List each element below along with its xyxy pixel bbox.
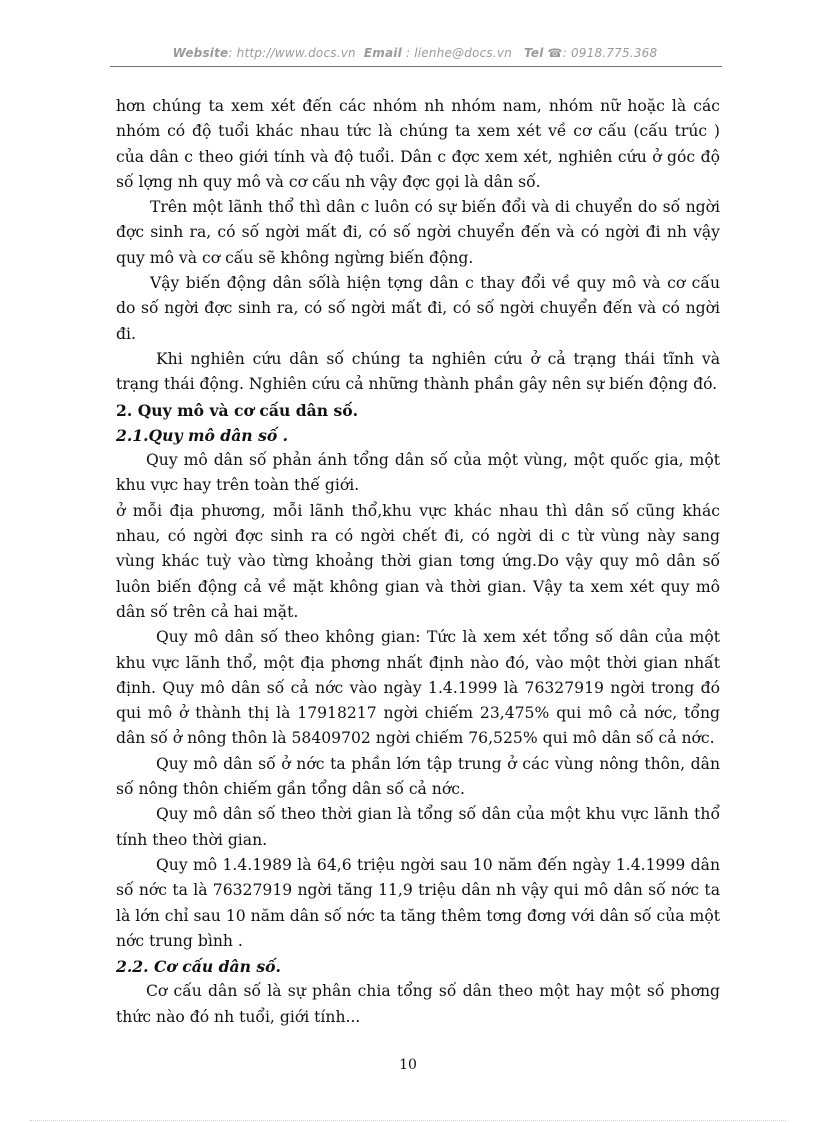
website-value: : http://www.docs.vn bbox=[228, 46, 356, 60]
header-rule bbox=[110, 66, 722, 67]
subsection-heading: 2.2. Cơ cấu dân số. bbox=[116, 957, 281, 977]
paragraph: Quy mô dân số theo thời gian là tổng số dân của một khu vực lãnh thổ tính theo thời gian. bbox=[116, 805, 720, 849]
email-label: Email bbox=[363, 46, 402, 60]
paragraph: Cơ cấu dân số là sự phân chia tổng số dân theo một hay một số phơng thức nào đó nh tuổi, giới tính... bbox=[116, 982, 720, 1026]
paragraph: ở mỗi địa phương, mỗi lãnh thổ,khu vực khác nhau thì dân số cũng khác nhau, có ngời đợc sinh ra có ngời chết đi, có ngời di c từ vùng này sang vùng khác tuỳ vào từng khoảng thời gian tơng ứng.Do vậy quy mô dân số luôn biến động cả về mặt không gian và thời gian. Vậy ta xem xét quy mô dân số trên cả hai mặt. bbox=[116, 501, 720, 621]
tel-value: ☎: 0918.775.368 bbox=[547, 46, 658, 60]
page-header bbox=[110, 46, 720, 60]
paragraph: Quy mô 1.4.1989 là 64,6 triệu ngời sau 10 năm đến ngày 1.4.1999 dân số nớc ta là 76327919 ngời tăng 11,9 triệu dân nh vậy qui mô dân số nớc ta là lớn chỉ sau 10 năm dân số nớc ta tăng thêm tơng đơng với dân số của một nớc trung bình . bbox=[116, 855, 720, 950]
paragraph: Quy mô dân số ở nớc ta phần lớn tập trung ở các vùng nông thôn, dân số nông thôn chiếm gần tổng dân số cả nớc. bbox=[116, 754, 720, 799]
website-label: Website bbox=[172, 46, 229, 60]
paragraph: hơn chúng ta xem xét đến các nhóm nh nhóm nam, nhóm nữ hoặc là các nhóm có độ tuổi khác nhau tức là chúng ta xem xét về cơ cấu (cấu trúc ) của dân c theo giới tính và độ tuổi. Dân c đợc xem xét, nghiên cứu ở góc độ số lợng nh quy mô và cơ cấu nh vậy đợc gọi là dân số. bbox=[116, 97, 720, 191]
subsection-heading: 2.1.Quy mô dân số . bbox=[116, 425, 289, 445]
paragraph: Vậy biến động dân sốlà hiện tợng dân c thay đổi về quy mô và cơ cấu do số ngời đợc sinh ra, có số ngời mất đi, có số ngời chuyển đến và có ngời đi. bbox=[116, 274, 720, 343]
page-number: 10 bbox=[399, 1057, 417, 1073]
paragraph: Khi nghiên cứu dân số chúng ta nghiên cứu ở cả trạng thái tĩnh và trạng thái động. Nghiên cứu cả những thành phần gây nên sự biến động đó. bbox=[116, 349, 720, 394]
tel-label: Tel bbox=[524, 46, 544, 60]
email-value: : lienhe@docs.vn bbox=[405, 46, 512, 60]
section-heading: 2. Quy mô và cơ cấu dân số. bbox=[116, 400, 359, 420]
footer-divider bbox=[30, 1120, 786, 1121]
paragraph: Trên một lãnh thổ thì dân c luôn có sự biến đổi và di chuyển do số ngời đợc sinh ra, có số ngời mất đi, có số ngời chuyển đến và có ngời đi nh vậy quy mô và cơ cấu sẽ không ngừng biến động. bbox=[116, 198, 720, 267]
paragraph: Quy mô dân số theo không gian: Tức là xem xét tổng số dân của một khu vực lãnh thổ, một địa phơng nhất định nào đó, vào một thời gian nhất định. Quy mô dân số cả nớc vào ngày 1.4.1999 là 76327919 ngời trong đó qui mô ở thành thị là 17918217 ngời chiếm 23,475% qui mô cả nớc, tổng dân số ở nông thôn là 58409702 ngời chiếm 76,525% qui mô dân số cả nớc. bbox=[116, 628, 720, 748]
paragraph: Quy mô dân số phản ánh tổng dân số của một vùng, một quốc gia, một khu vực hay trên toàn thế giới. bbox=[116, 451, 720, 495]
document-body bbox=[116, 94, 720, 1030]
